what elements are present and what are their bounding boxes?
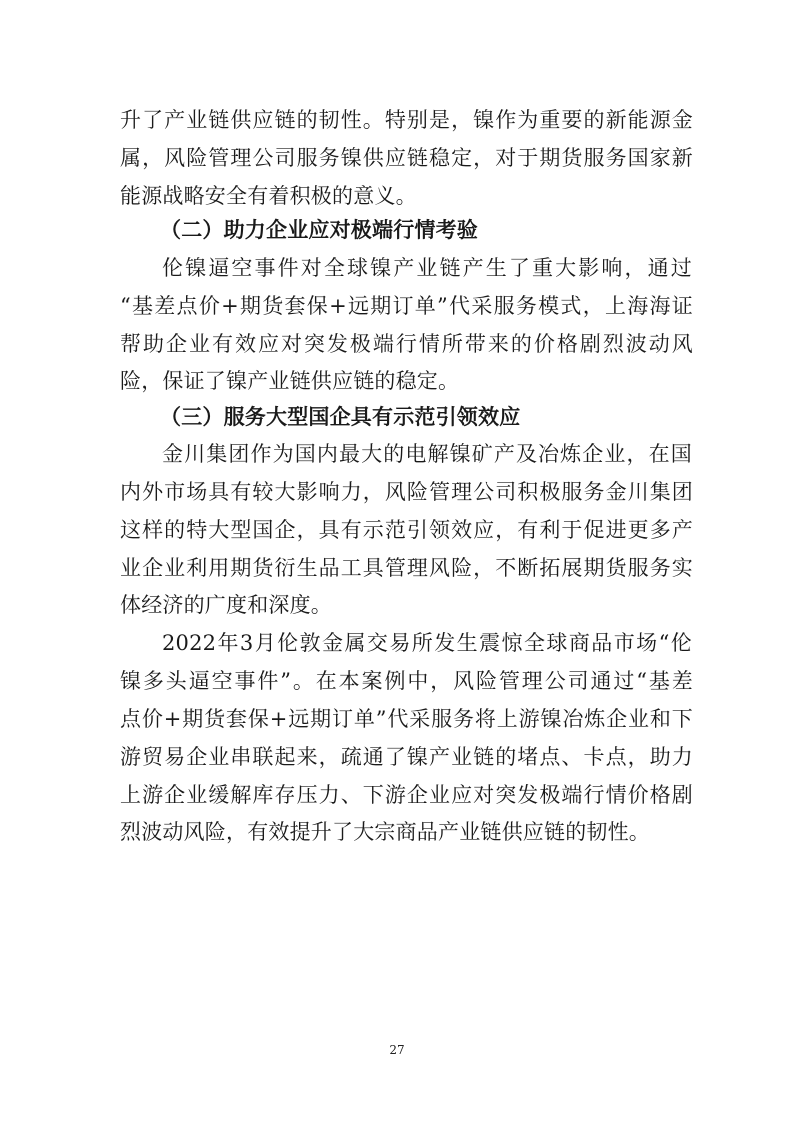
paragraph-line: 升了产业链供应链的韧性。特别是，镍作为重要的新能源金: [120, 108, 693, 132]
paragraph-line: “基差点价+期货套保+远期订单”代采服务模式，上海海证: [120, 294, 693, 318]
paragraph-line: 能源战略安全有着积极的意义。: [120, 184, 417, 208]
paragraph-line: 镍多头逼空事件”。在本案例中，风险管理公司通过“基差: [120, 669, 693, 693]
paragraph-line: 游贸易企业串联起来，疏通了镍产业链的堵点、卡点，助力: [120, 745, 693, 769]
section-heading: （三）服务大型国企具有示范引领效应: [160, 404, 521, 429]
paragraph-line: 金川集团作为国内最大的电解镍矿产及冶炼企业，在国: [162, 442, 692, 466]
paragraph-line: 2022年3月伦敦金属交易所发生震惊全球商品市场“伦: [162, 631, 692, 655]
paragraph-line: 上游企业缓解库存压力、下游企业应对突发极端行情价格剧: [120, 783, 693, 807]
paragraph-line: 这样的特大型国企，具有示范引领效应，有利于促进更多产: [120, 518, 693, 542]
paragraph-line: 属，风险管理公司服务镍供应链稳定，对于期货服务国家新: [120, 146, 693, 170]
paragraph-line: 帮助企业有效应对突发极端行情所带来的价格剧烈波动风: [120, 332, 693, 356]
paragraph-line: 烈波动风险，有效提升了大宗商品产业链供应链的韧性。: [120, 820, 650, 844]
paragraph-line: 伦镍逼空事件对全球镍产业链产生了重大影响，通过: [162, 256, 692, 280]
page-number: 27: [389, 1043, 405, 1057]
paragraph-line: 业企业利用期货衍生品工具管理风险，不断拓展期货服务实: [120, 556, 693, 580]
paragraph-line: 体经济的广度和深度。: [120, 593, 332, 617]
paragraph-line: 内外市场具有较大影响力，风险管理公司积极服务金川集团: [120, 480, 693, 504]
paragraph-line: 险，保证了镍产业链供应链的稳定。: [120, 369, 460, 393]
paragraph-line: 点价+期货套保+远期订单”代采服务将上游镍冶炼企业和下: [120, 707, 693, 731]
section-heading: （二）助力企业应对极端行情考验: [160, 217, 478, 242]
